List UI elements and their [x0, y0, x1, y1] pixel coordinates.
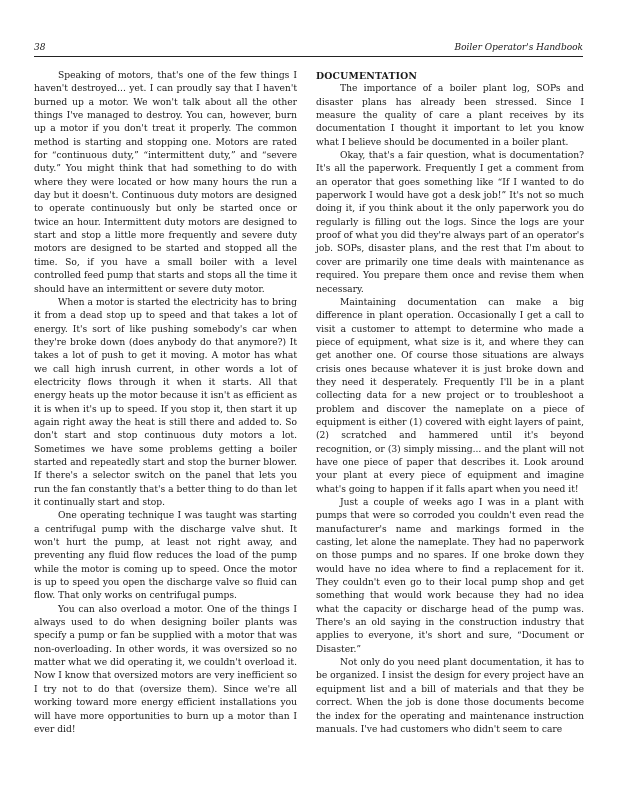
paragraph: Maintaining documentation can make a big difference in plant operation. Occasionally I get a call to visit a customer to attempt to determine who made a piece of equipment, what size is it, and where they can get another one. Of course those situations are always crisis ones because whatever it is just broke down and they need it desperately. Frequently I'll be in a plant collecting data for a new project or to troubleshoot a problem and discover the nameplate on a piece of equipment is either (1) covered with eight layers of paint, (2) scratched and hammered until it's beyond recognition, or (3) simply missing... and the plant will not have one piece of paper that describes it. Look around your plant at every piece of equipment and imagine what's going to happen if it falls apart when you need it! [316, 297, 584, 495]
paragraph: Speaking of motors, that's one of the few things I haven't destroyed... yet. I can proudly say that I haven't burned up a motor. We won't talk about all the other things I've managed to destroy. You can, however, burn up a motor if you don't treat it properly. The common method is starting and stopping one. Motors are rated for “continuous duty,” “intermittent duty,” and “severe duty.” You might think that had something to do with where they were located or how many hours the run a day but it doesn't. Continuous duty motors are designed to operate continuously but only be started once or twice an hour. Intermittent duty motors are designed to start and stop a little more frequently and severe duty motors are designed to be started and stopped all the time. So, if you have a small boiler with a level controlled feed pump that starts and stops all the time it should have an intermittent or severe duty motor. [34, 71, 297, 295]
paragraph: Okay, that's a fair question, what is documentation? It's all the paperwork. Frequently I get a comment from an operator that goes something like “If I wanted to do paperwork I would have got a desk job!” It's not so much doing it, if you think about it the only paperwork you do regularly is filling out the logs. Since the logs are your proof of what you did they're always part of an operator's job. SOPs, disaster plans, and the rest that I'm about to cover are primarily one time deals with maintenance as required. You prepare them once and revise them when necessary. [316, 151, 584, 295]
paragraph: The importance of a boiler plant log, SOPs and disaster plans has already been stressed. Since I measure the quality of care a plant receives by its documentation I thought it important to let you know what I believe should be documented in a boiler plant. [316, 84, 584, 148]
right-column [316, 70, 584, 737]
left-column [34, 70, 297, 737]
running-title: Boiler Operator's Handbook [454, 43, 583, 53]
section-heading: DOCUMENTATION [316, 71, 418, 82]
paragraph: Not only do you need plant documentation, it has to be organized. I insist the design for every project have an equipment list and a bill of materials and that they be correct. When the job is done those documents become the index for the operating and maintenance instruction manuals. I've had customers who didn't seem to care [316, 658, 584, 735]
paragraph: You can also overload a motor. One of the things I always used to do when designing boiler plants was specify a pump or fan be supplied with a motor that was non-overloading. In other words, it was oversized so no matter what we did operating it, we couldn't overload it. Now I know that oversized motors are very inefficient so I try not to do that (oversize them). Since we're all working toward more energy efficient installations you will have more opportunities to burn up a motor than I ever did! [34, 604, 297, 735]
page-header [34, 42, 583, 57]
paragraph: Just a couple of weeks ago I was in a plant with pumps that were so corroded you couldn't even read the manufacturer's name and markings formed in the casting, let alone the nameplate. They had no paperwork on those pumps and no spares. If one broke down they would have no idea where to find a replacement for it. They couldn't even go to their local pump shop and get something that would work because they had no idea what the capacity or discharge head of the pump was. There's an old saying in the construction industry that applies to everyone, it's short and sure, “Document or Disaster.” [316, 498, 584, 655]
paragraph: When a motor is started the electricity has to bring it from a dead stop up to speed and that takes a lot of energy. It's sort of like pushing somebody's car when they're broke down (does anybody do that anymore?) It takes a lot of push to get it moving. A motor has what we call high inrush current, in other words a lot of electricity flows through it when it starts. All that energy heats up the motor because it isn't as efficient as it is when it's up to speed. If you stop it, then start it up again right away the heat is still there and added to. So don't start and stop continuous duty motors a lot. Sometimes we have some problems getting a boiler started and repeatedly start and stop the burner blower. If there's a selector switch on the panel that lets you run the fan constantly that's a better thing to do than let it continually start and stop. [34, 297, 297, 508]
paragraph: One operating technique I was taught was starting a centrifugal pump with the discharge valve shut. It won't hurt the pump, at least not right away, and preventing any fluid flow reduces the load of the pump while the motor is coming up to speed. Once the motor is up to speed you open the discharge valve so fluid can flow. That only works on centrifugal pumps. [34, 511, 297, 602]
page-number: 38 [34, 43, 46, 53]
